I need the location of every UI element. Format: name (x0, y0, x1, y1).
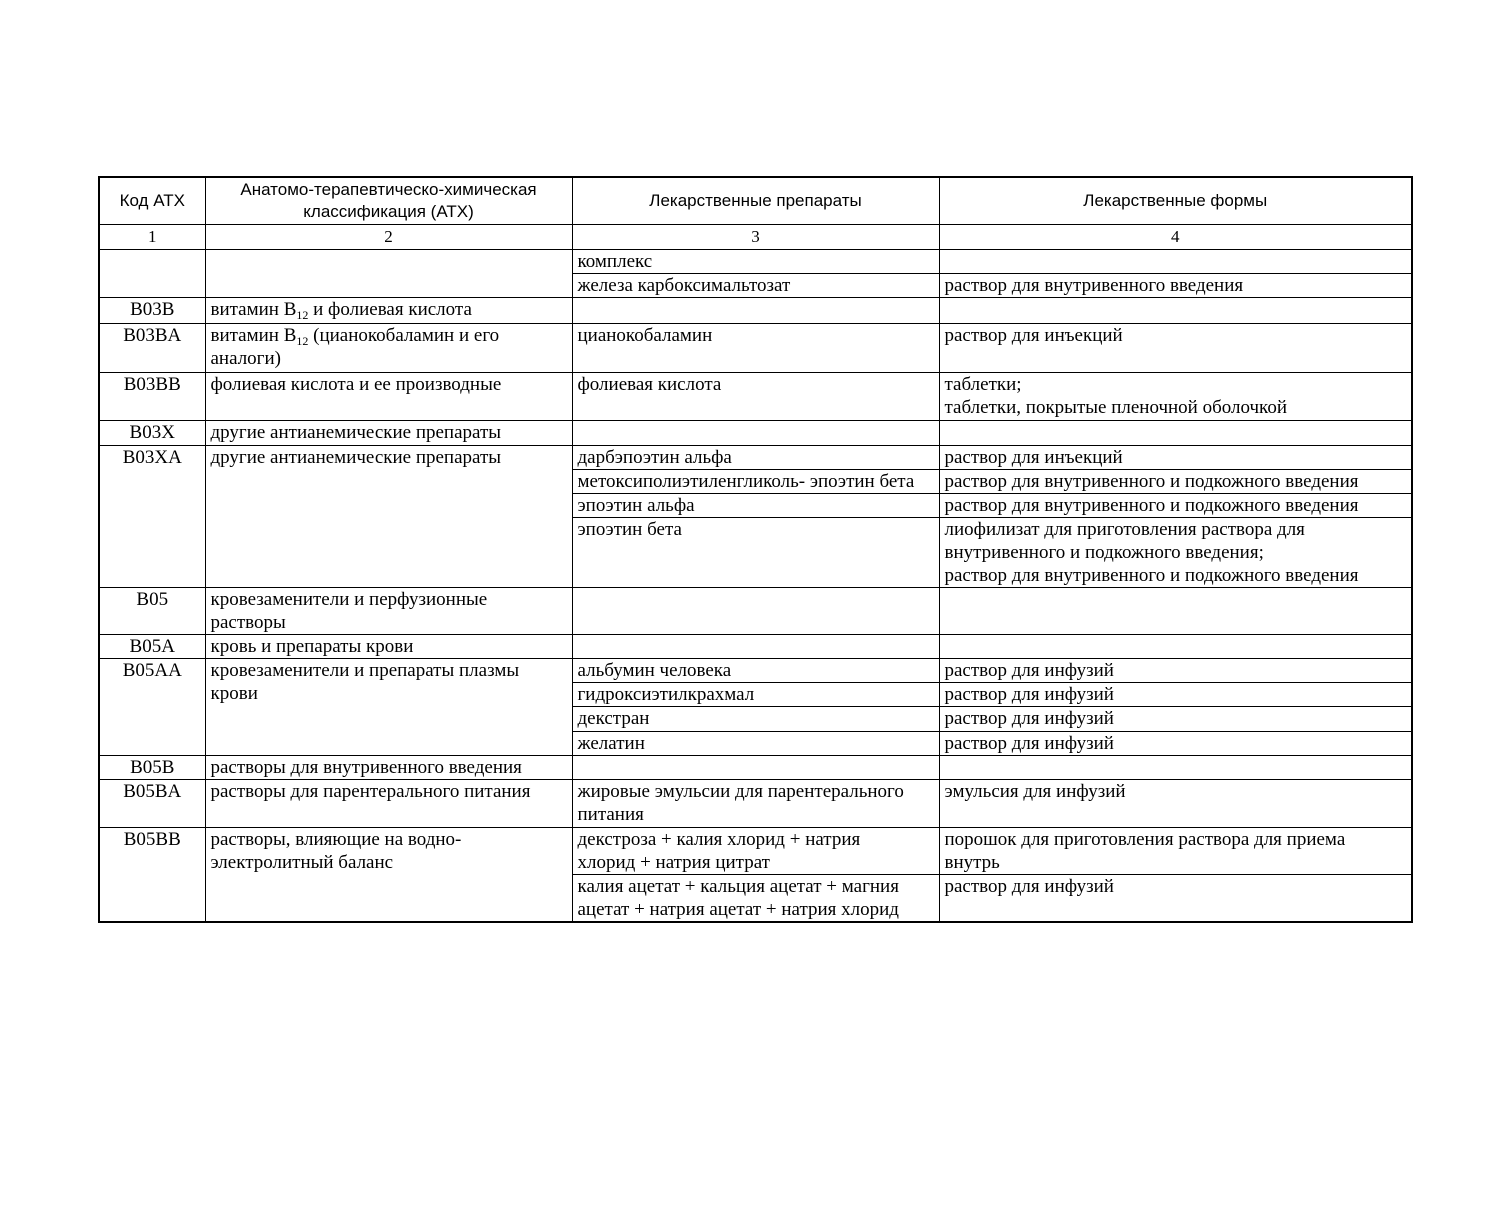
form-cell: раствор для внутривенного и подкожного введения (939, 493, 1412, 517)
atx-cell: кровь и препараты крови (205, 634, 572, 658)
form-cell: раствор для внутривенного и подкожного введения (939, 469, 1412, 493)
atx-cell: другие антианемические препараты (205, 420, 572, 445)
table-row (99, 249, 1412, 273)
column-number: 4 (939, 224, 1412, 249)
column-number: 1 (99, 224, 205, 249)
header-drugs: Лекарственные препараты (572, 177, 939, 224)
code-cell: B05 (99, 587, 205, 634)
drug-cell: декстроза + калия хлорид + натрия хлорид + натрия цитрат (572, 827, 939, 874)
form-cell: эмульсия для инфузий (939, 779, 1412, 827)
drug-cell: декстран (572, 706, 939, 731)
drug-cell: эпоэтин бета (572, 517, 939, 587)
code-cell: B05BB (99, 827, 205, 922)
atx-cell: растворы, влияющие на водно- электролитный баланс (205, 827, 572, 922)
drug-cell: эпоэтин альфа (572, 493, 939, 517)
form-cell (939, 249, 1412, 273)
table-row (99, 420, 1412, 445)
code-cell (99, 249, 205, 297)
table-row (99, 634, 1412, 658)
atx-classification-table (98, 176, 1413, 923)
column-number-row (99, 224, 1412, 249)
atx-cell: растворы для парентерального питания (205, 779, 572, 827)
table-row (99, 372, 1412, 420)
drug-cell: железа карбоксимальтозат (572, 273, 939, 297)
code-cell: B05BA (99, 779, 205, 827)
form-cell (939, 755, 1412, 779)
atx-subscript: 12 (296, 333, 309, 348)
form-cell: раствор для инфузий (939, 874, 1412, 922)
drug-cell: жировые эмульсии для парентерального питания (572, 779, 939, 827)
header-dosage-forms: Лекарственные формы (939, 177, 1412, 224)
form-cell: раствор для инфузий (939, 731, 1412, 755)
form-cell (939, 297, 1412, 323)
atx-cell: фолиевая кислота и ее производные (205, 372, 572, 420)
table-row (99, 297, 1412, 323)
atx-text: витамин B (210, 324, 297, 346)
form-cell: раствор для инфузий (939, 706, 1412, 731)
drug-cell: калия ацетат + кальция ацетат + магния ацетат + натрия ацетат + натрия хлорид (572, 874, 939, 922)
drug-cell (572, 634, 939, 658)
form-cell: раствор для инъекций (939, 323, 1412, 372)
code-cell: B03XA (99, 445, 205, 587)
code-cell: B05AA (99, 658, 205, 755)
drug-cell (572, 420, 939, 445)
form-cell: лиофилизат для приготовления раствора для внутривенного и подкожного введения; раствор для внутривенного и подкожного введения (939, 517, 1412, 587)
table-row (99, 445, 1412, 469)
drug-cell: метоксиполиэтиленгликоль- эпоэтин бета (572, 469, 939, 493)
atx-text: и фолиевая кислота (308, 298, 472, 320)
form-cell (939, 420, 1412, 445)
form-cell: таблетки; таблетки, покрытые пленочной оболочкой (939, 372, 1412, 420)
atx-subscript: 12 (296, 307, 309, 322)
drug-cell: фолиевая кислота (572, 372, 939, 420)
header-row (99, 177, 1412, 224)
code-cell: B03X (99, 420, 205, 445)
table-row (99, 779, 1412, 827)
drug-cell (572, 297, 939, 323)
header-atx-classification: Анатомо-терапевтическо-химическая классификация (АТХ) (205, 177, 572, 224)
drug-cell: гидроксиэтилкрахмал (572, 682, 939, 706)
form-cell: раствор для инъекций (939, 445, 1412, 469)
code-cell: B03BB (99, 372, 205, 420)
code-cell: B03BA (99, 323, 205, 372)
drug-cell (572, 755, 939, 779)
code-cell: B03B (99, 297, 205, 323)
form-cell (939, 634, 1412, 658)
table-row (99, 658, 1412, 682)
atx-cell: кровезаменители и перфузионные растворы (205, 587, 572, 634)
code-cell: B05B (99, 755, 205, 779)
header-code: Код АТХ (99, 177, 205, 224)
drug-cell: альбумин человека (572, 658, 939, 682)
drug-cell: комплекс (572, 249, 939, 273)
code-cell: B05A (99, 634, 205, 658)
table-row (99, 755, 1412, 779)
atx-cell (205, 297, 572, 323)
column-number: 2 (205, 224, 572, 249)
table-row (99, 827, 1412, 874)
atx-cell (205, 249, 572, 297)
form-cell (939, 587, 1412, 634)
atx-text: витамин B (210, 298, 297, 320)
table-row (99, 587, 1412, 634)
drug-cell (572, 587, 939, 634)
atx-cell: другие антианемические препараты (205, 445, 572, 587)
atx-cell: растворы для внутривенного введения (205, 755, 572, 779)
form-cell: порошок для приготовления раствора для приема внутрь (939, 827, 1412, 874)
form-cell: раствор для инфузий (939, 658, 1412, 682)
drug-cell: цианокобаламин (572, 323, 939, 372)
form-cell: раствор для инфузий (939, 682, 1412, 706)
drug-cell: дарбэпоэтин альфа (572, 445, 939, 469)
drug-cell: желатин (572, 731, 939, 755)
atx-text: (цианокобаламин и его аналоги) (210, 324, 500, 369)
atx-cell (205, 323, 572, 372)
atx-cell: кровезаменители и препараты плазмы крови (205, 658, 572, 755)
form-cell: раствор для внутривенного введения (939, 273, 1412, 297)
column-number: 3 (572, 224, 939, 249)
table-row (99, 323, 1412, 372)
